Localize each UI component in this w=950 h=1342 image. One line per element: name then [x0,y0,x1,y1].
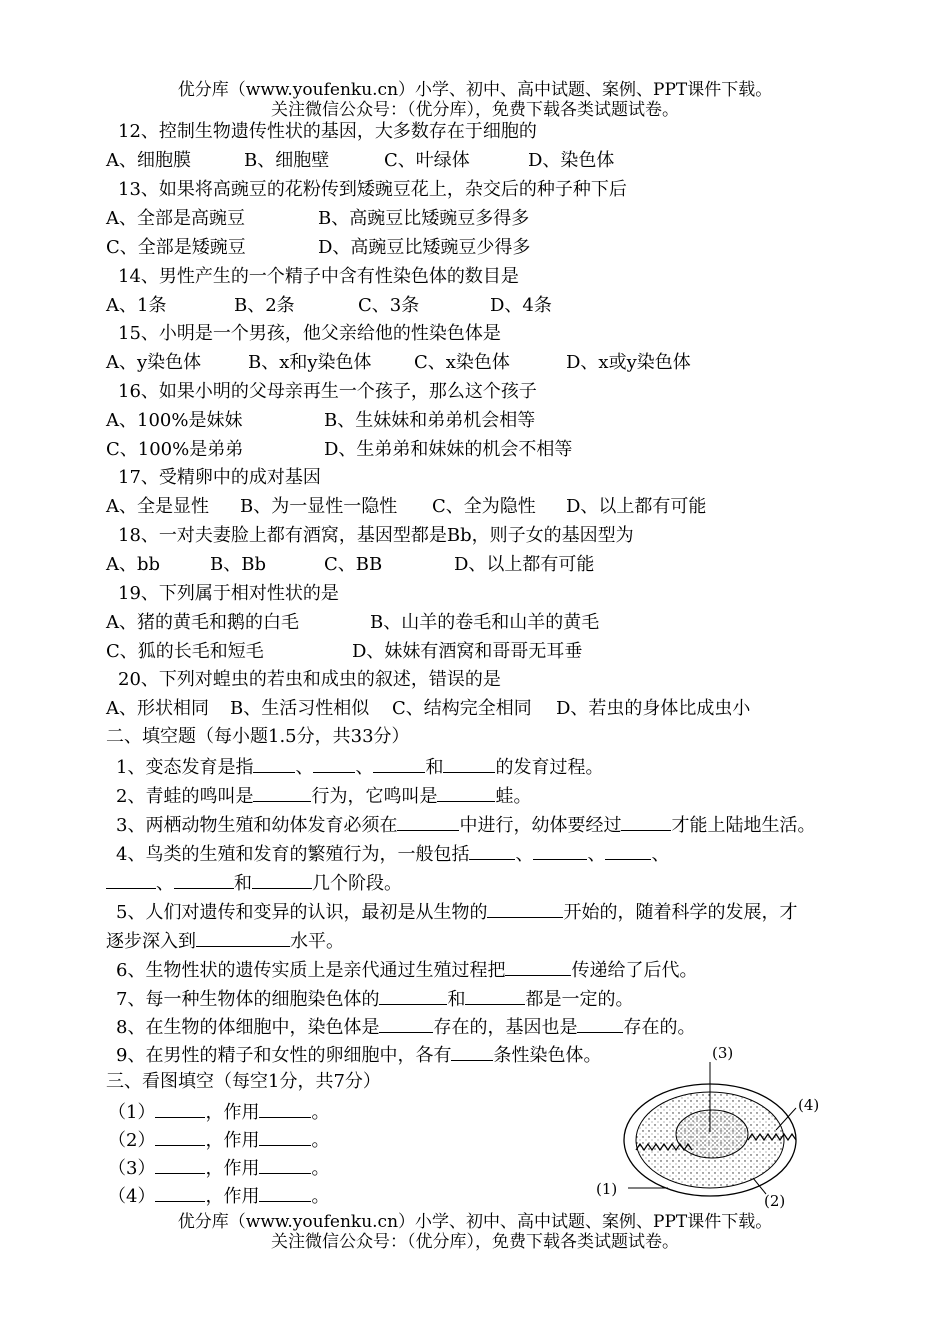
fill-3-text-c: 才能上陆地生活。 [671,815,816,836]
figure-row-1-sep: ，作用 [205,1102,260,1123]
fill-1-text-a: 1、变态发育是指 [116,757,254,778]
figure-row-4-end: 。 [311,1186,330,1207]
fill-1-blank-2[interactable] [313,754,355,773]
question-19-option-d: D、妹妹有酒窝和哥哥无耳垂 [352,641,583,662]
question-12-option-d: D、染色体 [528,150,615,171]
fill-1-text-b: 、 [295,757,314,778]
fill-question-6 [116,957,697,983]
fill-1-text-d: 和 [425,757,444,778]
label-2: (2) [764,1192,786,1210]
figure-row-4-sep: ，作用 [205,1186,260,1207]
label-3: (3) [712,1044,734,1062]
figure-row-3-blank-name[interactable] [155,1155,205,1174]
question-17-option-d: D、以上都有可能 [566,496,707,517]
fill-3-text-a: 3、两栖动物生殖和幼体发育必须在 [116,815,398,836]
question-20-option-b: B、生活习性相似 [230,698,370,719]
question-18-option-d: D、以上都有可能 [454,554,595,575]
question-13-option-c: C、全部是矮豌豆 [106,237,246,258]
question-19-option-a: A、猪的黄毛和鹅的白毛 [106,612,299,633]
footer-line-2: 关注微信公众号：（优分库），免费下载各类试题试卷。 [271,1232,679,1252]
label-4: (4) [798,1096,820,1114]
fill-9-text-b: 条性染色体。 [493,1045,602,1066]
footer-line-1: 优分库（www.youfenku.cn）小学、初中、高中试题、案例、PPT课件下载。 [177,1212,773,1232]
fill-2-text-b: 行为，它鸣叫是 [311,786,438,807]
fill-6-text-b: 传递给了后代。 [571,960,698,981]
section-3-title: 三、看图填空（每空1分，共7分） [106,1071,381,1092]
figure-row-3-blank-function[interactable] [259,1155,311,1174]
figure-row-3-sep: ，作用 [205,1158,260,1179]
fill-6-blank-1[interactable] [505,957,571,976]
fill-question-5 [116,899,797,925]
fill-5-blank-1[interactable] [487,899,563,918]
question-16-option-a: A、100%是妹妹 [106,410,243,431]
figure-question-2 [108,1127,329,1153]
fill-7-text-a: 7、每一种生物体的细胞染色体的 [116,989,380,1010]
fill-1-text-e: 的发育过程。 [495,757,604,778]
question-12-option-b: B、细胞壁 [244,150,330,171]
question-14-option-a: A、1条 [106,295,167,316]
fill-4-text-b: 、 [515,844,534,865]
label-1: (1) [596,1180,618,1198]
fill-8-text-a: 8、在生物的体细胞中，染色体是 [116,1017,380,1038]
figure-row-2-sep: ，作用 [205,1130,260,1151]
fill-question-8 [116,1014,695,1040]
fill-question-5-cont [106,928,344,954]
question-13-option-d: D、高豌豆比矮豌豆少得多 [318,237,531,258]
question-16-option-b: B、生妹妹和弟弟机会相等 [324,410,536,431]
fill-7-text-b: 和 [447,989,466,1010]
fill-question-1 [116,754,603,780]
fill-7-text-c: 都是一定的。 [525,989,634,1010]
question-15-option-c: C、x染色体 [414,352,510,373]
question-15-option-d: D、x或y染色体 [566,352,691,373]
fill-9-blank-1[interactable] [451,1042,493,1061]
question-15-option-a: A、y染色体 [106,352,202,373]
header-line-1: 优分库（www.youfenku.cn）小学、初中、高中试题、案例、PPT课件下载。 [177,80,773,100]
question-13-option-a: A、全部是高豌豆 [106,208,245,229]
fill-4-text-d: 、 [651,844,670,865]
figure-row-1-blank-function[interactable] [259,1099,311,1118]
question-16-option-d: D、生弟弟和妹妹的机会不相等 [324,439,573,460]
fill-question-9 [116,1042,601,1068]
question-18-stem: 18、一对夫妻脸上都有酒窝，基因型都是Bb，则子女的基因型为 [118,525,634,546]
fill-question-7 [116,986,633,1012]
question-16-stem: 16、如果小明的父母亲再生一个孩子，那么这个孩子 [118,381,537,402]
fill-8-text-c: 存在的。 [623,1017,696,1038]
fill-1-text-c: 、 [355,757,374,778]
question-13-option-b: B、高豌豆比矮豌豆多得多 [318,208,530,229]
figure-row-2-blank-function[interactable] [259,1127,311,1146]
fill-4-blank-2[interactable] [533,841,587,860]
fill-2-blank-2[interactable] [437,783,495,802]
question-20-option-c: C、结构完全相同 [392,698,532,719]
fill-1-blank-4[interactable] [443,754,495,773]
fill-8-blank-2[interactable] [577,1014,623,1033]
fill-4-blank-5[interactable] [174,870,234,889]
question-15-stem: 15、小明是一个男孩，他父亲给他的性染色体是 [118,323,501,344]
fill-4-blank-1[interactable] [469,841,515,860]
question-16-option-c: C、100%是弟弟 [106,439,244,460]
question-14-option-c: C、3条 [358,295,420,316]
figure-row-3-end: 。 [311,1158,330,1179]
question-15-option-b: B、x和y染色体 [248,352,372,373]
fill-4-text-c: 、 [587,844,606,865]
egg-diagram [588,1040,848,1215]
fill-4-text-a: 4、鸟类的生殖和发育的繁殖行为，一般包括 [116,844,470,865]
question-17-stem: 17、受精卵中的成对基因 [118,467,321,488]
fill-8-blank-1[interactable] [379,1014,433,1033]
fill-9-text-a: 9、在男性的精子和女性的卵细胞中，各有 [116,1045,452,1066]
fill-5-text-b: 开始的，随着科学的发展，才 [563,902,798,923]
question-13-stem: 13、如果将高豌豆的花粉传到矮豌豆花上，杂交后的种子种下后 [118,179,627,200]
question-12-stem: 12、控制生物遗传性状的基因，大多数存在于细胞的 [118,121,537,142]
question-19-option-c: C、狐的长毛和短毛 [106,641,264,662]
fill-1-blank-1[interactable] [253,754,295,773]
figure-row-4-label: （4） [108,1186,156,1207]
fill-3-blank-2[interactable] [621,812,671,831]
fill-4-blank-3[interactable] [605,841,651,860]
question-17-option-c: C、全为隐性 [432,496,536,517]
fill-7-blank-2[interactable] [465,986,525,1005]
figure-row-1-label: （1） [108,1102,156,1123]
header-line-2: 关注微信公众号：（优分库），免费下载各类试题试卷。 [271,100,679,120]
question-14-option-b: B、2条 [234,295,295,316]
fill-4-text-e: 和 [234,873,252,894]
fill-3-text-b: 中进行，幼体要经过 [459,815,622,836]
figure-row-3-label: （3） [108,1158,156,1179]
question-14-option-d: D、4条 [490,295,552,316]
figure-row-4-blank-function[interactable] [259,1183,311,1202]
figure-question-3 [108,1155,329,1181]
question-19-stem: 19、下列属于相对性状的是 [118,583,339,604]
fill-5-text-d: 水平。 [290,931,344,952]
fill-2-blank-1[interactable] [253,783,311,802]
question-17-option-a: A、全是显性 [106,496,209,517]
question-12-option-c: C、叶绿体 [384,150,470,171]
question-18-option-a: A、bb [106,554,161,575]
fill-2-text-a: 2、青蛙的鸣叫是 [116,786,254,807]
fill-question-3 [116,812,815,838]
question-17-option-b: B、为一显性一隐性 [240,496,398,517]
fill-5-blank-2[interactable] [196,928,290,947]
question-18-option-c: C、BB [324,554,383,575]
fill-4-blank-4[interactable] [106,870,156,889]
figure-row-2-label: （2） [108,1130,156,1151]
figure-row-4-blank-name[interactable] [155,1183,205,1202]
section-2-title: 二、填空题（每小题1.5分，共33分） [106,726,410,747]
question-14-stem: 14、男性产生的一个精子中含有性染色体的数目是 [118,266,519,287]
figure-row-2-blank-name[interactable] [155,1127,205,1146]
fill-5-text-a: 5、人们对遗传和变异的认识，最初是从生物的 [116,902,488,923]
fill-2-text-c: 蛙。 [495,786,532,807]
question-18-option-b: B、Bb [210,554,266,575]
question-20-stem: 20、下列对蝗虫的若虫和成虫的叙述，错误的是 [118,669,501,690]
fill-7-blank-1[interactable] [379,986,447,1005]
fill-question-4 [116,841,669,867]
figure-row-2-end: 。 [311,1130,330,1151]
fill-question-2 [116,783,531,809]
fill-4-text-f: 几个阶段。 [312,873,402,894]
question-20-option-a: A、形状相同 [106,698,209,719]
question-12-option-a: A、细胞膜 [106,150,191,171]
figure-row-1-blank-name[interactable] [155,1099,205,1118]
fill-question-4-cont [106,870,402,896]
question-19-option-b: B、山羊的卷毛和山羊的黄毛 [370,612,600,633]
fill-3-blank-1[interactable] [397,812,459,831]
fill-6-text-a: 6、生物性状的遗传实质上是亲代通过生殖过程把 [116,960,506,981]
question-20-option-d: D、若虫的身体比成虫小 [556,698,751,719]
fill-4-text-b2: 、 [156,873,174,894]
figure-row-1-end: 。 [311,1102,330,1123]
figure-question-1 [108,1099,329,1125]
fill-5-text-c: 逐步深入到 [106,931,196,952]
fill-1-blank-3[interactable] [373,754,425,773]
egg-center-region [676,1110,748,1158]
fill-4-blank-6[interactable] [252,870,312,889]
figure-question-4 [108,1183,329,1209]
fill-8-text-b: 存在的，基因也是 [433,1017,578,1038]
